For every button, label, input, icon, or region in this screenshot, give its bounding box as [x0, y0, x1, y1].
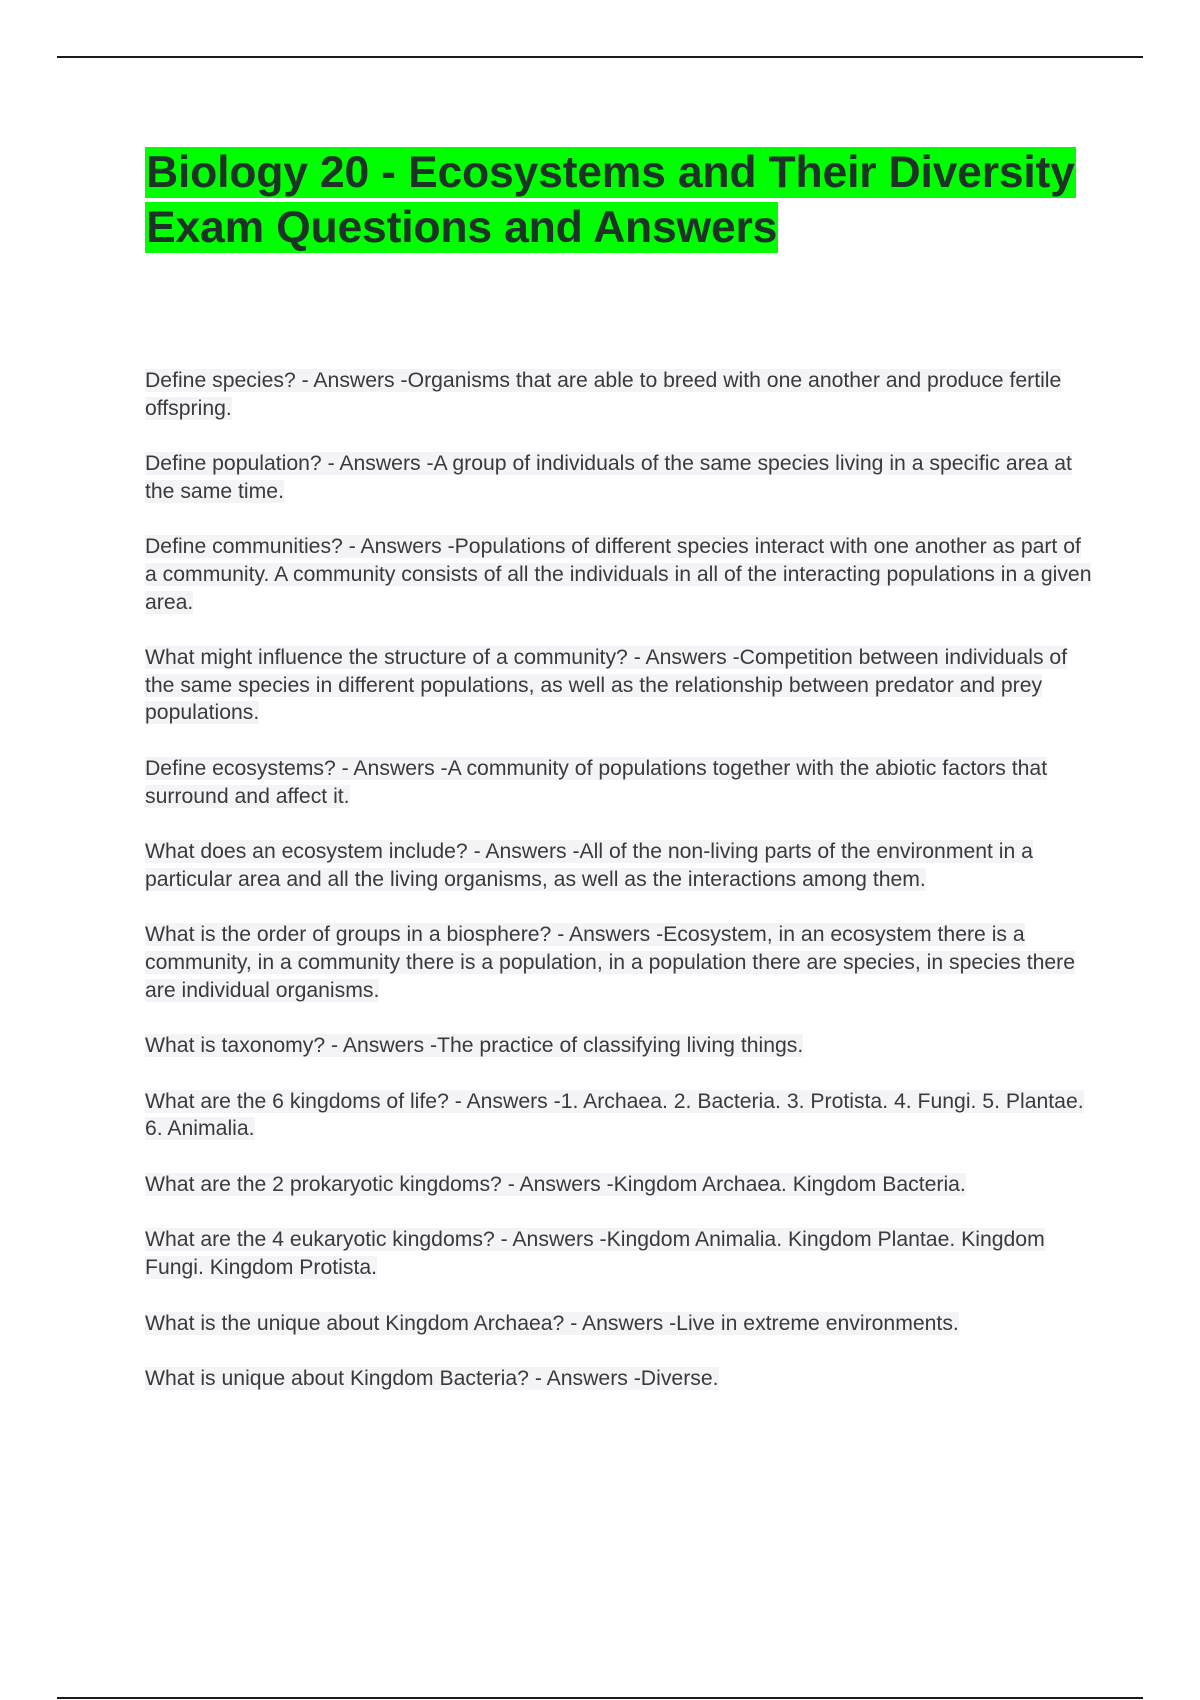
qa-item — [145, 367, 1095, 422]
qa-text: What is unique about Kingdom Bacteria? - Answers -Diverse. — [145, 1367, 719, 1391]
qa-text: What does an ecosystem include? - Answers -All of the non-living parts of the environment in a particular area and all the living organisms, as well as the interactions among them. — [145, 840, 1033, 891]
header-rule — [57, 56, 1143, 58]
qa-item — [145, 1310, 1095, 1338]
qa-list — [145, 367, 1095, 1421]
qa-text: What might influence the structure of a community? - Answers -Competition between individuals of the same species in different populations, as well as the relationship between predator and prey populations. — [145, 646, 1068, 725]
qa-item — [145, 838, 1095, 893]
qa-text: What are the 6 kingdoms of life? - Answers -1. Archaea. 2. Bacteria. 3. Protista. 4. Fungi. 5. Plantae. 6. Animalia. — [145, 1089, 1084, 1141]
qa-text: Define population? - Answers -A group of individuals of the same species living in a specific area at the same time. — [145, 452, 1072, 503]
qa-item — [145, 644, 1095, 727]
qa-item — [145, 1171, 1095, 1199]
qa-text: What are the 4 eukaryotic kingdoms? - Answers -Kingdom Animalia. Kingdom Plantae. Kingdom Fungi. Kingdom Protista. — [145, 1228, 1045, 1280]
qa-item — [145, 533, 1095, 616]
qa-text: Define species? - Answers -Organisms that are able to breed with one another and produce fertile offspring. — [145, 369, 1062, 420]
qa-text: What is the order of groups in a biosphere? - Answers -Ecosystem, in an ecosystem there is a community, in a community there is a population, in a population there are species, in species there are individual organisms. — [145, 923, 1076, 1002]
qa-item — [145, 755, 1095, 810]
qa-item — [145, 1226, 1095, 1281]
footer-rule — [57, 1697, 1143, 1699]
document-title-text: Biology 20 - Ecosystems and Their Diversity Exam Questions and Answers — [146, 148, 1075, 252]
qa-item — [145, 450, 1095, 505]
qa-item — [145, 1365, 1095, 1393]
qa-text: What are the 2 prokaryotic kingdoms? - Answers -Kingdom Archaea. Kingdom Bacteria. — [145, 1172, 966, 1196]
document-title — [145, 145, 1125, 255]
qa-text: What is taxonomy? - Answers -The practice of classifying living things. — [145, 1034, 804, 1058]
qa-item — [145, 921, 1095, 1004]
qa-text: Define communities? - Answers -Populations of different species interact with one another as part of a community. A community consists of all the individuals in all of the interacting populations in a given area. — [145, 535, 1092, 614]
qa-text: What is the unique about Kingdom Archaea? - Answers -Live in extreme environments. — [145, 1311, 959, 1335]
qa-item — [145, 1088, 1095, 1143]
qa-item — [145, 1032, 1095, 1060]
qa-text: Define ecosystems? - Answers -A community of populations together with the abiotic factors that surround and affect it. — [145, 756, 1048, 808]
